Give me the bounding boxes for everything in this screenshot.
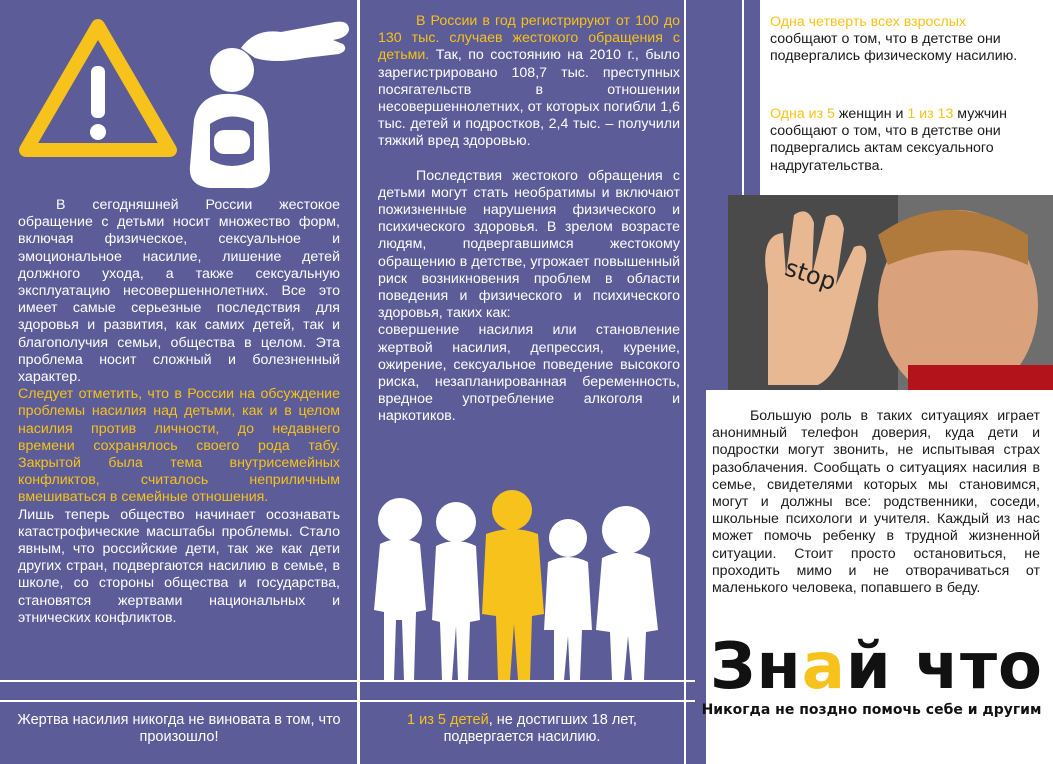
brand-title	[700, 628, 1053, 706]
fact-physical	[770, 14, 1038, 66]
brand-title-part2: й что	[845, 630, 1043, 704]
fact1-highlight: Одна четверть всех взрослых	[770, 14, 967, 30]
fact-sexual	[770, 106, 1040, 175]
crying-child-icon	[170, 40, 300, 200]
fact1-text: сообщают о том, что в детстве они подвергались физическому насилию.	[770, 31, 1018, 65]
footer-stat-rest: , не достигших 18 лет, подвергается насилию.	[443, 712, 637, 746]
middle-article	[378, 13, 680, 426]
fact2-text: мужчин сообщают о том, что в детстве они подвергались актам сексуального надругательства.	[770, 106, 1007, 174]
fact2-mid: женщин и	[834, 106, 908, 122]
stat-details: Так, по состоянию на 2010 г., было зарегистрировано 108,7 тыс. преступных посягательств в отношении несовершеннолетних, от которых погибли 1,6 тыс. детей и подростков, 2,4 тыс. – получили тяжкий вред здоровью.	[378, 47, 680, 150]
raised-hand-icon	[235, 14, 355, 64]
right-article	[712, 408, 1040, 597]
footer-victim-text: Жертва насилия никогда не виновата в том, что произошло!	[17, 712, 341, 746]
right-paragraph-helpline: Большую роль в таких ситуациях играет анонимный телефон доверия, куда дети и подростки могут звонить, не испытывая страх разоблачения. Сообщать о ситуациях насилия в семье, свидетелями которых мы становимся, могут и должны все: родственники, соседи, школьные психологи и учителя. Каждый из нас может помочь ребенку в трудной жизненной ситуации. Стоит просто остановиться, не проходить мимо и не отворачиваться от маленького человека, попавшего в беду.	[712, 408, 1040, 597]
warning-icon	[18, 18, 178, 158]
middle-paragraph-consequences: Последствия жестокого обращения с детьми могут стать необратимы и включают пожизненные нарушения физического и психического здоровья. В зрелом возрасте людям, подвергавшимся жестокому обращению в детстве, угрожает повышенный риск возникновения проблем в области поведения и физического и психического здоровья, таких как:	[378, 167, 680, 322]
boy-stop-hand-image	[728, 195, 1053, 390]
left-paragraph-intro: В сегодняшней России жестокое обращение с детьми носит множество форм, включая физическое, сексуальное и эмоциональное насилие, лишение детей должного ухода, а также сексуальную эксплуатацию несовершеннолетних. Все это имеет самые серьезные последствия для здоровья и развития, как самих детей, так и благополучия семьи, общества в целом. Эта проблема носит сложный и болезненный характер.	[18, 197, 340, 386]
footer-stat-highlight: 1 из 5 детей	[407, 712, 489, 728]
brand-title-part1: Зн	[710, 630, 802, 704]
middle-footer-note	[372, 712, 672, 746]
left-paragraph-scale: Лишь теперь общество начинает осознавать катастрофические масштабы проблемы. Стало явным, что российские дети, так же как дети других стран, подвергаются насилию в семье, в школе, со стороны общества и государства, становятся жертвами национальных и этнических конфликтов.	[18, 506, 340, 626]
fact2-highlight-women: Одна из 5	[770, 106, 835, 122]
accent-bar	[744, 0, 760, 195]
middle-paragraph-risks: совершение насилия или становление жертвой насилия, депрессия, курение, ожирение, сексуальное поведение высокого риска, незапланированная беременность, вредное употребление алкоголя и наркотиков.	[378, 322, 680, 425]
left-article	[18, 197, 340, 627]
divider-line	[357, 0, 360, 764]
stop-photo	[728, 195, 1053, 390]
accent-bar	[706, 0, 742, 195]
brand-title-accent: а	[801, 630, 846, 704]
stat-highlight: В России в год регистрируют от 100 до 130 тыс. случаев жестокого обращения с детьми.	[378, 13, 680, 64]
stop-hand-text: stop	[781, 253, 840, 297]
children-silhouettes-icon	[368, 490, 688, 685]
divider-line	[0, 700, 695, 702]
slogan: Никогда не поздно помочь себе и другим	[701, 702, 1042, 718]
left-paragraph-taboo: Следует отметить, что в России на обсуждение проблемы насилия над детьми, как и в целом насилия против личности, до недавнего времени сохранялось своего рода табу. Закрытой была тема внутрисемейных конфликтов, считалось неприличным вмешиваться в семейные отношения.	[18, 386, 340, 506]
fact2-highlight-men: 1 из 13	[907, 106, 954, 122]
left-footer-note	[14, 712, 344, 746]
